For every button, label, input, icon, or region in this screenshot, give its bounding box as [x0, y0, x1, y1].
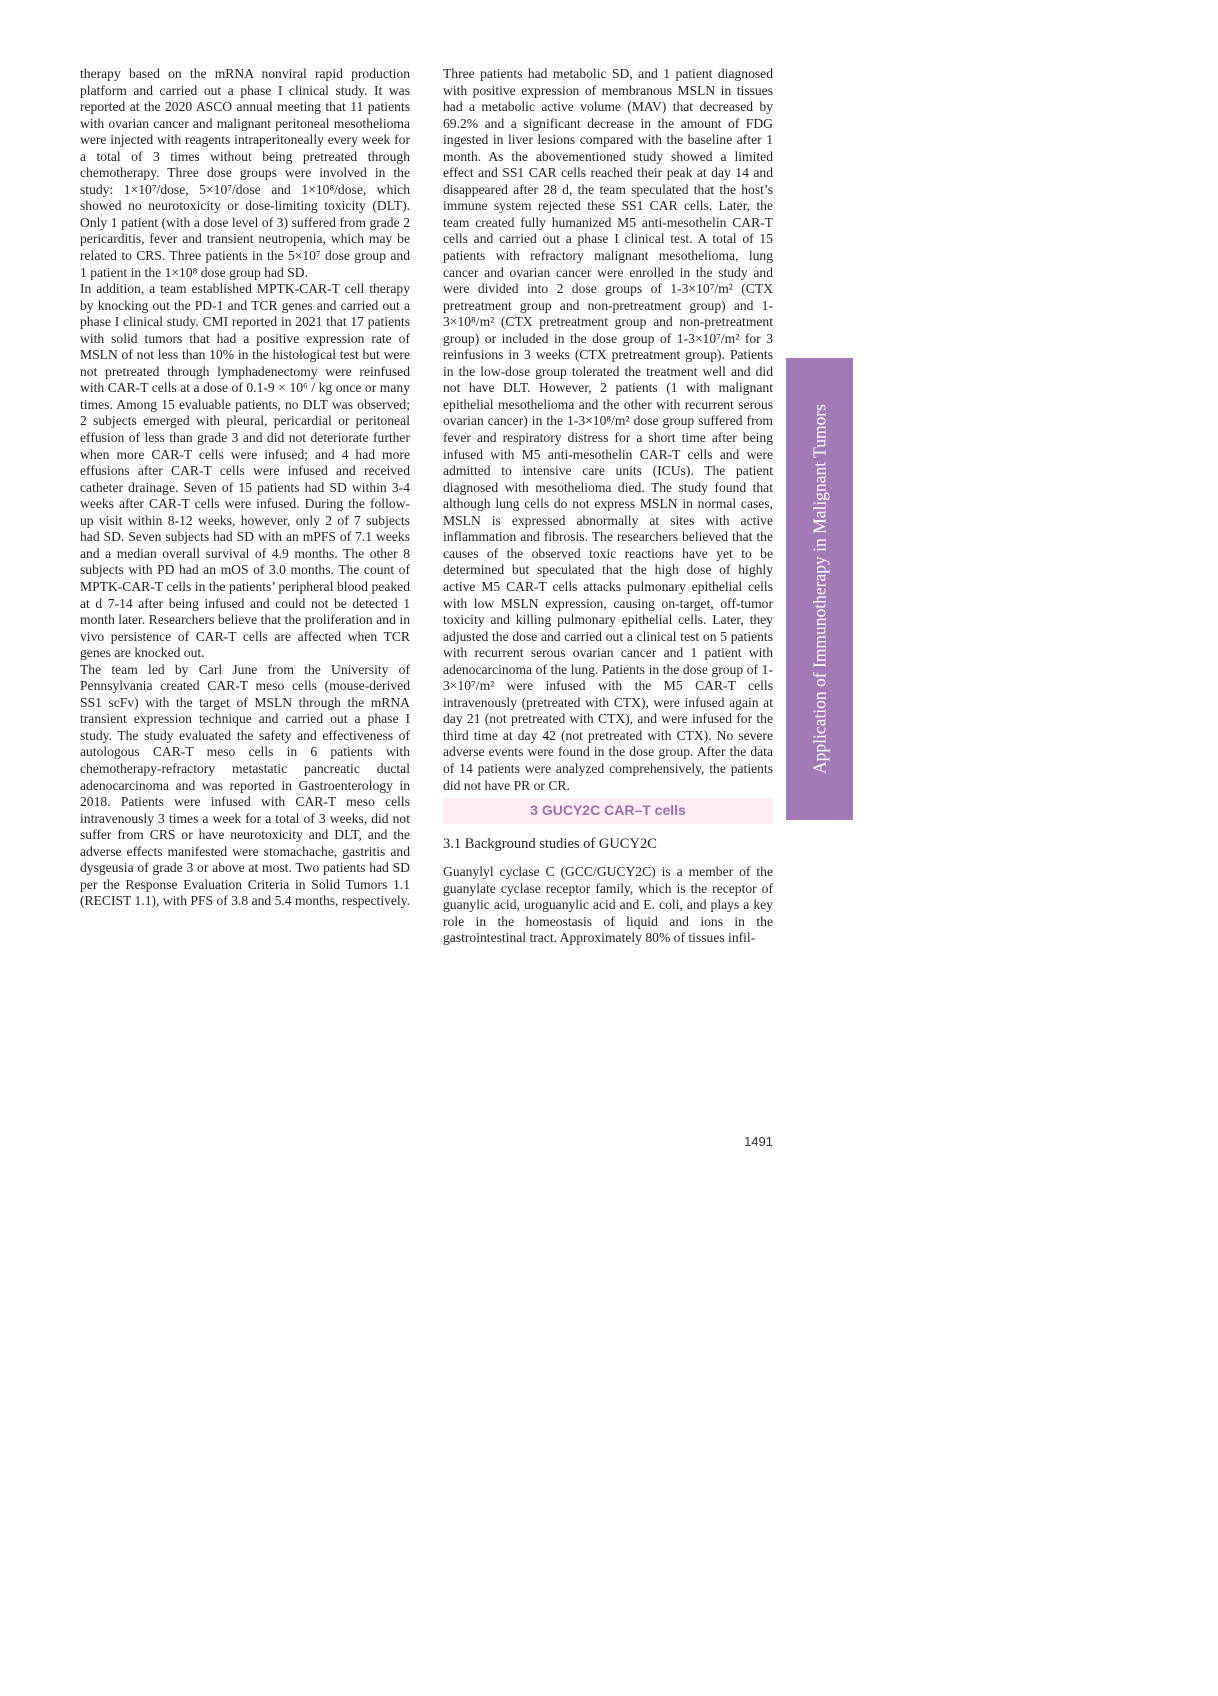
paragraph: Three patients had metabolic SD, and 1 patient diagnosed with positive expression of membranous MSLN in tissues had a metabolic active volume (MAV) that decreased by 69.2% and a significant decrease in the amount of FDG ingested in liver lesions compared with the baseline after 1 month. As the abovementioned study showed a limited effect and SS1 CAR cells reached their peak at day 14 and disappeared after 28 d, the team speculated that the host’s immune system rejected these SS1 CAR cells. Later, the team created fully humanized M5 anti-mesothelin CAR-T cells and carried out a phase I clinical test. A total of 15 patients with refractory malignant mesothelioma, lung cancer and ovarian cancer were enrolled in the study and were divided into 2 dose groups of 1-3×10⁷/m² (CTX pretreatment group and non-pretreatment group) and 1-3×10⁸/m² (CTX pretreatment group and non-pretreatment group) or included in the dose group of 1-3×10⁷/m² for 3 reinfusions in 3 weeks (CTX pretreatment group). Patients in the low-dose group tolerated the treatment well and did not have DLT. However, 2 patients (1 with malignant epithelial mesothelioma and the other with recurrent serous ovarian cancer) in the 1-3×10⁸/m² dose group suffered from fever and respiratory distress for a short time after being infused with M5 anti-mesothelin CAR-T cells and were admitted to intensive care units (ICUs). The patient diagnosed with mesothelioma died. The study found that although lung cells do not express MSLN in normal cases, MSLN is expressed abnormally at sites with active inflammation and fibrosis. The researchers believed that the causes of the observed toxic reactions have yet to be determined but speculated that the high dose of highly active M5 CAR-T cells attacks pulmonary epithelial cells with low MSLN expression, causing on-target, off-tumor toxicity and killing pulmonary epithelial cells. Later, they adjusted the dose and carried out a clinical test on 5 patients with recurrent serous ovarian cancer and 1 patient with adenocarcinoma of the lung. Patients in the dose group of 1-3×10⁷/m² were infused with the M5 CAR-T cells intravenously (pretreated with CTX), were infused again at day 21 (not pretreated with CTX), and were infused for the third time at day 42 (not pretreated with CTX). No severe adverse events were found in the dose group. After the data of 14 patients were analyzed comprehensively, the patients did not have PR or CR.: [443, 66, 773, 793]
side-tab-title: Application of Immunotherapy in Malignant Tumors: [809, 404, 829, 774]
page-number: 1491: [744, 1134, 773, 1149]
paragraph: In addition, a team established MPTK-CAR-T cell therapy by knocking out the PD-1 and TCR genes and carried out a phase I clinical study. CMI reported in 2021 that 17 patients with solid tumors that had a positive expression rate of MSLN of not less than 10% in the histological test but were not pretreated through lymphadenectomy were reinfused with CAR-T cells at a dose of 0.1-9 × 10⁶ / kg once or many times. Among 15 evaluable patients, no DLT was observed; 2 subjects emerged with pleural, pericardial or peritoneal effusion of less than grade 3 and did not deteriorate further when more CAR-T cells were infused; and 4 had more effusions after CAR-T cells were infused and received catheter drainage. Seven of 15 patients had SD within 3-4 weeks after CAR-T cells were infused. During the follow-up visit within 8-12 weeks, however, only 2 of 7 subjects had SD. Seven subjects had SD with an mPFS of 7.1 weeks and a median overall survival of 4.9 months. The other 8 subjects with PD had an mOS of 3.0 months. The count of MPTK-CAR-T cells in the patients’ peripheral blood peaked at d 7-14 after being infused and could not be detected 1 month later. Researchers believe that the proliferation and in vivo persistence of CAR-T cells are affected when TCR genes are knocked out.: [80, 281, 410, 661]
subsection-heading: 3.1 Background studies of GUCY2C: [443, 835, 657, 852]
paragraph: The team led by Carl June from the University of Pennsylvania created CAR-T meso cells (mouse-derived SS1 scFv) with the target of MSLN through the mRNA transient expression technique and carried out a phase I study. The study evaluated the safety and effectiveness of autologous CAR-T meso cells in 6 patients with chemotherapy-refractory metastatic pancreatic ductal adenocarcinoma and was reported in Gastroenterology in 2018. Patients were infused with CAR-T meso cells intravenously 3 times a week for a total of 3 weeks, did not suffer from CRS or have neurotoxicity and DLT, and the adverse effects manifested were stomachache, gastritis and dysgeusia of grade 3 or above at most. Two patients had SD per the Response Evaluation Criteria in Solid Tumors 1.1 (RECIST 1.1), with PFS of 3.8 and 5.4 months, respectively.: [80, 661, 411, 909]
section-heading: 3 GUCY2C CAR–T cells: [443, 798, 773, 824]
right-column: [443, 66, 773, 947]
paragraph: therapy based on the mRNA nonviral rapid production platform and carried out a phase I clinical study. It was reported at the 2020 ASCO annual meeting that 11 patients with ovarian cancer and malignant peritoneal mesothelioma were injected with reagents intraperitoneally every week for a total of 3 times without being pretreated through chemotherapy. Three dose groups were involved in the study: 1×10⁷/dose, 5×10⁷/dose and 1×10⁸/dose, which showed no neurotoxicity or dose-limiting toxicity (DLT). Only 1 patient (with a dose level of 3) suffered from grade 2 pericarditis, fever and transient neutropenia, which may be related to CRS. Three patients in the 5×10⁷ dose group and 1 patient in the 1×10⁸ dose group had SD.: [80, 66, 410, 280]
paragraph: Guanylyl cyclase C (GCC/GUCY2C) is a member of the guanylate cyclase receptor family, which is the receptor of guanylic acid, uroguanylic acid and E. coli, and plays a key role in the homeostasis of liquid and ions in the gastrointestinal tract. Approximately 80% of tissues infil-: [443, 864, 773, 946]
left-column: [80, 66, 410, 910]
side-tab: [786, 358, 853, 820]
